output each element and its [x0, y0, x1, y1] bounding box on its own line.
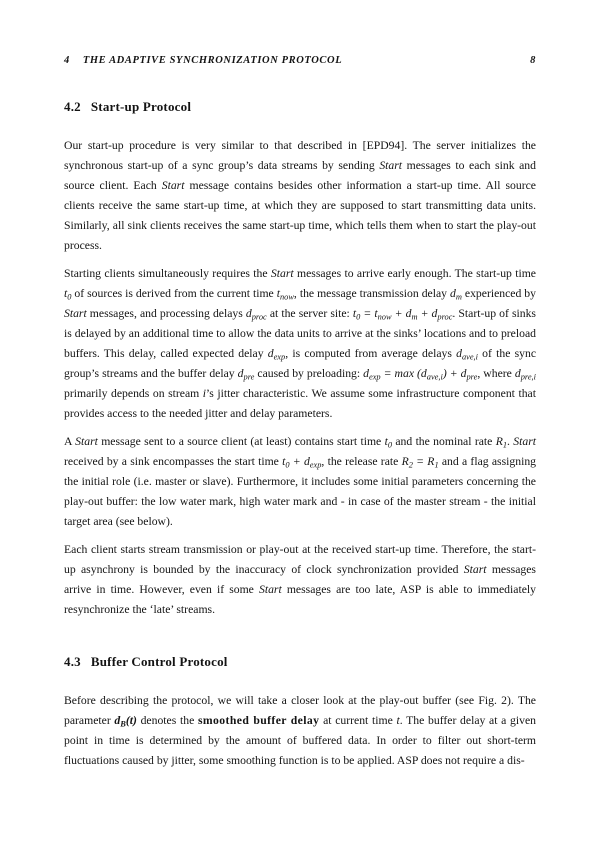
- paragraph: Our start-up procedure is very similar to that described in [EPD94]. The server initializes the synchronous start-up of a sync group’s data streams by sending Start messages to each sink and source client. Each Start message contains besides other information a start-up time. All source clients receive the same start-up time, at which they are supposed to start transmitting data units. Similarly, all sink clients receives the same start-up time, which tells them when to start the play-out process.: [64, 139, 536, 252]
- paragraph: Before describing the protocol, we will take a closer look at the play-out buffer (see Fig. 2). The parameter $d_B(t)$ denotes the smoothed buffer delay at current time t. The buffer delay at a given point in time is determined by the amount of buffered data. In order to filter out short-term fluctuations caused by jitter, some smoothing function is to be applied. ASP does not require a dis-: [64, 694, 537, 767]
- paragraph: Starting clients simultaneously requires the Start messages to arrive early enough. The start-up time $t_0$ of sources is derived from the current time $t_{now}$, the message transmission delay $d_m$ experienced by Start messages, and processing delays $d_{proc}$ at the server site: $t_0 = t_{now} + d_m + d_{proc}$. Start-up of sinks is delayed by an additional time to allow the data units to arrive at the sinks’ locations and to preload buffers. This delay, called expected delay $d_{exp}$, is computed from average delays $d_{ave,i}$ of the sync group’s streams and the buffer delay $d_{pre}$ caused by preloading: $d_{exp} = \max (d_{ave,i}) + d_{pre}$, where $d_{pre,i}$ primarily depends on stream i’s jitter characteristic. We assume some infrastructure component that provides access to the needed jitter and delay parameters.: [64, 267, 536, 420]
- section-title: Start-up Protocol: [90, 99, 192, 114]
- page-content: [64, 99, 536, 779]
- running-section-number: 4: [64, 55, 70, 66]
- paragraph: Each client starts stream transmission or play-out at the received start-up time. Therefore, the start-up asynchrony is bounded by the inaccuracy of clock synchronization provided Start messages arrive in time. However, even if some Start messages are too late, ASP is able to immediately resynchronize the ‘late’ streams.: [64, 543, 536, 616]
- running-title: [64, 55, 342, 66]
- section-heading-4-2: [64, 99, 536, 115]
- running-title-text: THE ADAPTIVE SYNCHRONIZATION PROTOCOL: [82, 55, 343, 66]
- paragraph: A Start message sent to a source client (at least) contains start time $t_0$ and the nominal rate $R_1$. Start received by a sink encompasses the start time $t_0 + d_{exp}$, the release rate $R_2 = R_1$ and a flag assigning the initial role (i.e. master or slave). Furthermore, it includes some initial parameters concerning the play-out buffer: the low water mark, high water mark and - in case of the master stream - the initial target area (see below).: [64, 435, 537, 528]
- page-header: [64, 55, 536, 66]
- section-title: Buffer Control Protocol: [90, 654, 228, 669]
- page-number: 8: [530, 55, 536, 66]
- section-number: 4.2: [64, 99, 81, 114]
- section-number: 4.3: [64, 654, 81, 669]
- section-heading-4-3: [64, 654, 536, 670]
